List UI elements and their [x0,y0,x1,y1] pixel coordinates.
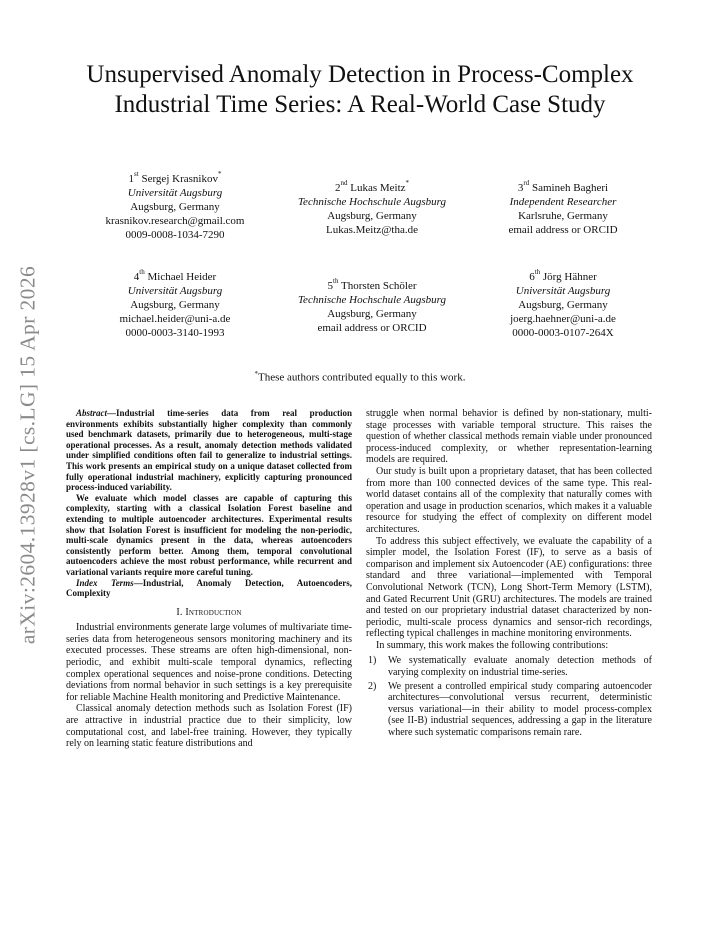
author-block-5 [272,279,472,335]
body-paragraph: Industrial environments generate large volumes of multivariate time-series data from heterogeneous sensors monitoring machinery and its executed processes. These streams are often high-dimensional, non-periodic, and exhibit multi-scale temporal dynamics, reflecting complex operational sequences and noise-prone conditions. Detecting deviations from normal behavior in such settings is a key prerequisite for reliable Machine Health monitoring and Predictive Maintenance. [66,622,352,703]
abstract-paragraph: Abstract—Industrial time-series data from real production environments exhibits substantially higher complexity than commonly used benchmark datasets, primarily due to heterogeneous, multi-stage operational processes. As a result, anomaly detection methods validated under simplified conditions often fail to generalize to industrial settings. This work presents an empirical study on a unique dataset collected from fully operational industrial machinery, explicitly capturing pronounced process-induced variability. [66,408,352,493]
author-name: 5th Thorsten Schöler [327,277,417,292]
body-paragraph: Classical anomaly detection methods such as Isolation Forest (IF) are attractive in industrial practice due to their simplicity, low computational cost, and label-free training. However, they typically rely on learning static feature distributions and [66,703,352,750]
author-orcid: 0000-0003-0107-264X [512,327,614,339]
author-location: Augsburg, Germany [130,201,220,213]
equal-contribution-note: *These authors contributed equally to this work. [254,370,466,384]
paper-title: Unsupervised Anomaly Detection in Process-Complex Industrial Time Series: A Real-World Case Study [86,61,634,118]
author-affiliation: Universität Augsburg [127,187,223,199]
body-paragraph: In summary, this work makes the following contributions: [376,639,609,651]
body-paragraph: Our study is built upon a proprietary dataset, that has been collected from more than 100 connected devices of the same type. This real-world dataset contains all of the complexity that naturally comes with operation and usage in production scenarios, which makes it a valuable resource for studying the effect of complexity on different model architectures. [366,465,652,535]
author-name: 6th Jörg Hähner [529,268,597,283]
author-name: 4th Michael Heider [133,268,217,283]
author-affiliation: Universität Augsburg [127,285,223,297]
author-block-4 [90,270,260,340]
author-location: Karlsruhe, Germany [518,210,608,222]
author-location: Augsburg, Germany [130,299,220,311]
arxiv-identifier: arXiv:2604.13928v1 [cs.LG] 15 Apr 2026 [15,265,40,645]
author-email: Lukas.Meitz@tha.de [326,224,418,236]
author-location: Augsburg, Germany [518,299,608,311]
index-terms: Index Terms—Industrial, Anomaly Detection, Autoencoders, Complexity [66,577,352,599]
author-block-1 [90,172,260,242]
abstract-paragraph: We evaluate which model classes are capable of capturing this complexity, starting with a classical Isolation Forest baseline and extending to multiple autoencoder architectures. Experimental results show that Isolation Forest is insufficient for modeling the non-periodic, multi-scale dynamics present in the data, whereas autoencoders consistently perform better. Among them, temporal convolutional autoencoders achieve the most robust performance, while recurrent and variational variants require more careful tuning. [66,492,352,577]
author-name: 2nd Lukas Meitz* [334,179,410,194]
author-location: Augsburg, Germany [327,210,417,222]
section-heading-introduction: I. Introduction [176,606,242,618]
author-name: 3rd Samineh Bagheri [517,179,609,194]
list-item: 1) We systematically evaluate anomaly detection methods of varying complexity on industrial time-series. [368,655,652,679]
author-email: joerg.haehner@uni-a.de [510,313,616,325]
left-column [66,408,352,750]
author-affiliation: Universität Augsburg [515,285,611,297]
author-orcid: 0009-0008-1034-7290 [125,229,225,241]
author-email: michael.heider@uni-a.de [119,313,231,325]
contributions-list [366,655,652,738]
author-location: Augsburg, Germany [327,308,417,320]
list-item: 2) We present a controlled empirical study comparing autoencoder architectures—convolutional versus recurrent, deterministic versus variational—in their ability to model process-complex (see II-B) industrial sequences, addressing a gap in the literature where such systematic comparisons remain rare. [368,680,652,739]
body-paragraph: To address this subject effectively, we evaluate the capability of a simpler model, the Isolation Forest (IF), to serve as a basis of comparison and implement six Autoencoder (AE) configurations: three standard and three variational—implemented with Temporal Convolutional Network (TCN), Long Short-Term Memory (LSTM), and Gated Recurrent Unit (GRU) architectures. The models are trained and tested on our proprietary industrial dataset characterized by non-periodic, multi-scale process dynamics and sensor-rich recordings, reflecting typical challenges in machine monitoring environments. [366,535,652,640]
author-block-3 [478,181,648,237]
author-email: email address or ORCID [317,322,427,334]
author-email: email address or ORCID [508,224,618,236]
arxiv-watermark [8,230,48,680]
right-column [366,408,652,741]
author-affiliation: Independent Researcher [509,196,617,208]
author-block-2 [272,181,472,237]
author-affiliation: Technische Hochschule Augsburg [297,294,447,306]
author-email: krasnikov.research@gmail.com [105,215,245,227]
author-block-6 [478,270,648,340]
author-affiliation: Technische Hochschule Augsburg [297,196,447,208]
author-orcid: 0000-0003-3140-1993 [125,327,225,339]
author-name: 1st Sergej Krasnikov* [128,170,222,185]
body-paragraph: struggle when normal behavior is defined by non-stationary, multi-stage processes with variable temporal structure. This raises the question of whether classical methods remain viable under pronounced process-induced complexity, or whether representation-learning models are required. [366,408,652,466]
